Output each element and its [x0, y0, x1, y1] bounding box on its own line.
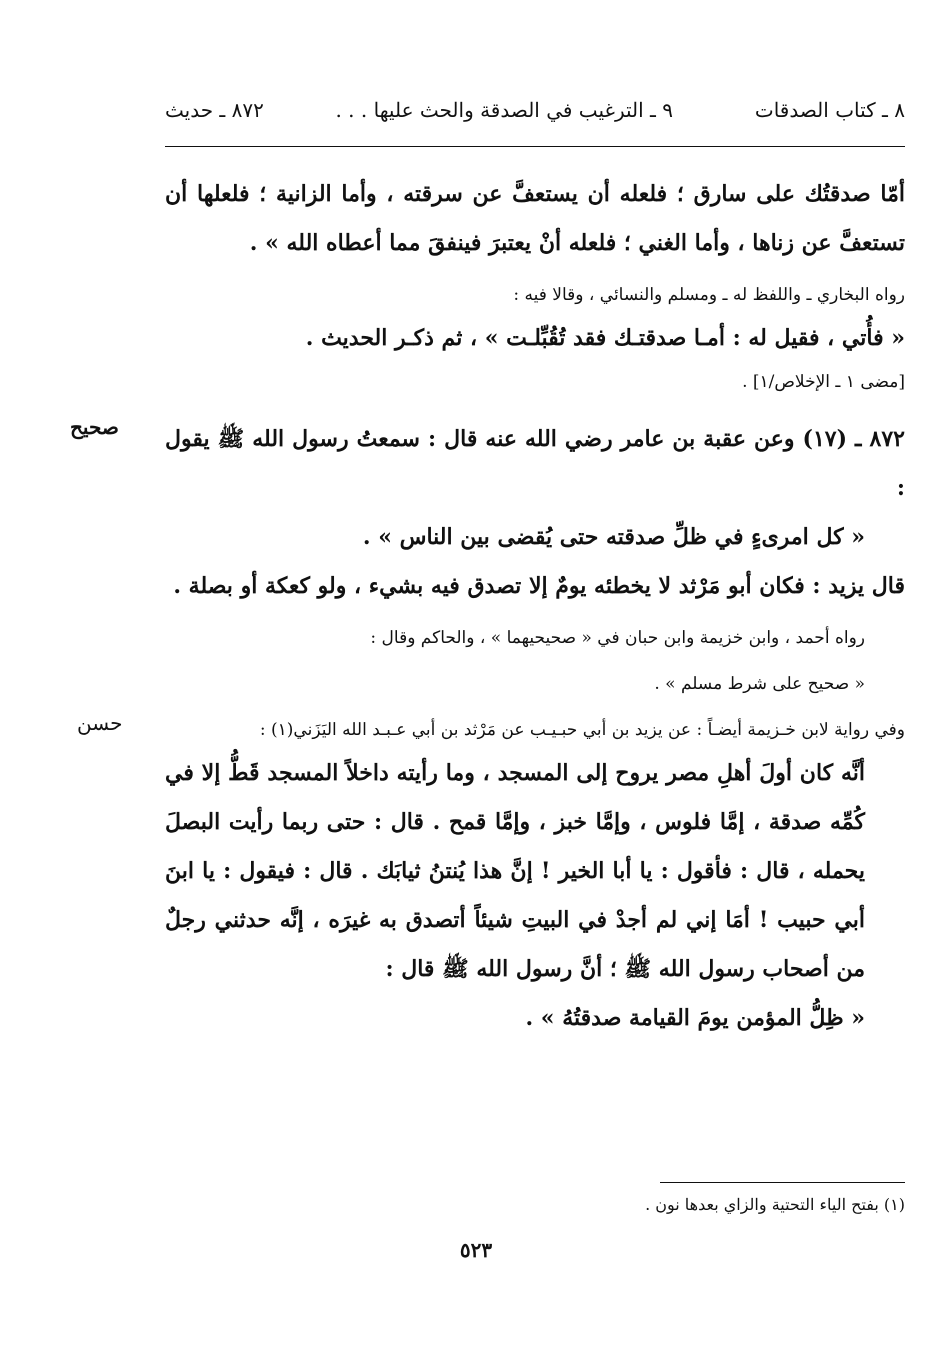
header-hadith-number: ٨٧٢ ـ حديث	[165, 98, 264, 122]
hadith-872-hakim-verdict: « صحيح على شرط مسلم » .	[654, 674, 865, 694]
riwaya-text: أنَّه كان أولَ أهلِ مصر يروح إلى المسجد ، وما رأيته داخلاً المسجد قَطُّ إلا في كُمِّه صدقة ، إمَّا فلوس ، وإمَّا خبز ، وإمَّا قمح . قال : حتى ربما رأيت البصلَ يحمله ، قال : فأقول : يا أبا الخير ! إنَّ هذا يُنتنُ ثيابَك . قال : فيقول : يا ابنَ أبي حبيب ! أمَا إني لم أجدْ في البيتِ شيئاً أتصدق به غيرَه ، إنَّه حدثني رجلٌ من أصحاب رسول الله ﷺ ؛ أنَّ رسول الله ﷺ قال :	[165, 760, 865, 982]
hadith-872-yazid: قال يزيد : فكان أبو مَرْثد لا يخطئه يومٌ إلا تصدق فيه بشيء ، ولو كعكة أو بصلة .	[173, 573, 905, 599]
page-number: ٥٢٣	[459, 1238, 493, 1262]
header-rule	[165, 146, 905, 147]
riwaya-ibn-khuzaima	[77, 711, 905, 749]
page-body	[70, 170, 905, 1043]
hadith-872-text: « كل امرىءٍ في ظلِّ صدقته حتى يُقضى بين الناس » .	[362, 524, 865, 550]
riwaya-intro: وفي رواية لابن خـزيمة أيضـاً : عن يزيد بن أبي حبـيـب عن مَرْثد بن أبي عـبـد الله اليَزَني(١) :	[259, 720, 905, 740]
running-header	[165, 98, 905, 138]
paragraph-variant-quote: « فأُتي ، فقيل له : أمـا صدقتـك فقد تُقُبِّلـت » ، ثم ذكـر الحديث .	[305, 325, 905, 351]
paragraph-source-bukhari: رواه البخاري ـ واللفظ له ـ ومسلم والنسائي ، وقالا فيه :	[513, 285, 905, 305]
footnote-rule	[660, 1182, 905, 1183]
riwaya-quote: « ظِلُّ المؤمن يومَ القيامة صدقتُهُ » .	[525, 1005, 865, 1031]
grade-label-hasan: حسن	[77, 711, 123, 735]
paragraph-hadith-end: أمّا صدقتُك على سارق ؛ فلعله أن يستعفَّ عن سرقته ، وأما الزانية ؛ فلعلها أن تستعفَّ عن زناها ، وأما الغني ؛ فلعله أنْ يعتبرَ فينفقَ مما أعطاه الله » .	[165, 181, 905, 256]
hadith-872	[70, 415, 905, 513]
hadith-872-intro: ٨٧٢ ـ (١٧) وعن عقبة بن عامر رضي الله عنه قال : سمعتُ رسول الله ﷺ يقول :	[165, 426, 905, 501]
header-chapter-title: ٩ ـ الترغيب في الصدقة والحث عليها . . .	[335, 98, 673, 122]
paragraph-cross-reference: [مضى ١ ـ الإخلاص/١] .	[742, 372, 905, 392]
grade-label-sahih: صحيح	[70, 415, 119, 439]
hadith-872-sources: رواه أحمد ، وابن خزيمة وابن حبان في « صحيحيهما » ، والحاكم وقال :	[370, 628, 865, 648]
header-book-title: ٨ ـ كتاب الصدقات	[754, 98, 905, 122]
footnote: (١) بفتح الياء التحتية والزاي بعدها نون .	[645, 1195, 905, 1214]
